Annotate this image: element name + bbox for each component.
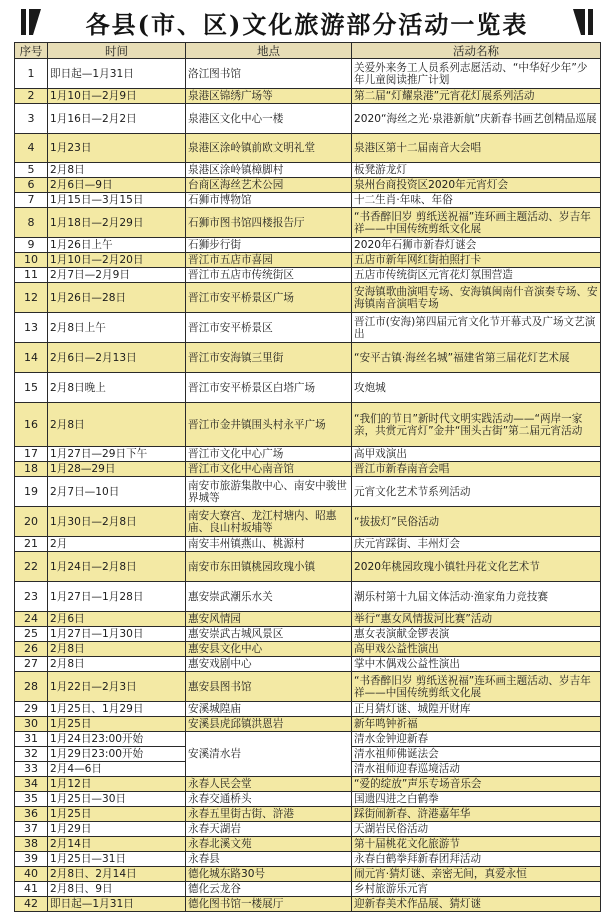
row-time: 1月10日—2月9日 <box>48 89 186 104</box>
row-place: 泉港区文化中心一楼 <box>186 104 352 134</box>
row-place: 晋江市五店市喜园 <box>186 253 352 268</box>
row-number: 1 <box>15 59 48 89</box>
row-number: 4 <box>15 134 48 163</box>
table-row <box>15 822 601 837</box>
row-number: 40 <box>15 867 48 882</box>
row-activity: 板凳游龙灯 <box>352 163 601 178</box>
table-row <box>15 807 601 822</box>
row-number: 29 <box>15 702 48 717</box>
table-row <box>15 193 601 208</box>
table-row <box>15 238 601 253</box>
table-row <box>15 507 601 537</box>
row-number: 26 <box>15 642 48 657</box>
row-time: 2月8日 <box>48 163 186 178</box>
row-time: 2月6日—2月13日 <box>48 343 186 373</box>
row-place: 晋江市金井镇围头村永平广场 <box>186 403 352 447</box>
row-time: 2月7日—10日 <box>48 477 186 507</box>
row-number: 11 <box>15 268 48 283</box>
row-number: 10 <box>15 253 48 268</box>
row-time: 2月 <box>48 537 186 552</box>
row-time: 1月28—29日 <box>48 462 186 477</box>
row-place: 台商区海丝艺术公园 <box>186 178 352 193</box>
row-place: 洛江图书馆 <box>186 59 352 89</box>
row-activity: 高甲戏演出 <box>352 447 601 462</box>
row-activity: 国遗四进之白鹤拳 <box>352 792 601 807</box>
row-number: 37 <box>15 822 48 837</box>
table-row <box>15 59 601 89</box>
row-number: 24 <box>15 612 48 627</box>
row-time: 即日起—1月31日 <box>48 59 186 89</box>
row-activity: 掌中木偶戏公益性演出 <box>352 657 601 672</box>
row-number: 36 <box>15 807 48 822</box>
row-number: 25 <box>15 627 48 642</box>
table-row <box>15 852 601 867</box>
row-time: 2月14日 <box>48 837 186 852</box>
row-place: 石狮步行街 <box>186 238 352 253</box>
row-number: 20 <box>15 507 48 537</box>
table-row <box>15 373 601 403</box>
row-activity: 踩街闹新春、浒港嘉年华 <box>352 807 601 822</box>
table-row <box>15 178 601 193</box>
row-time: 1月27日—1月28日 <box>48 582 186 612</box>
table-row <box>15 268 601 283</box>
row-number: 15 <box>15 373 48 403</box>
row-activity: 第十届桃花文化旅游节 <box>352 837 601 852</box>
row-activity: “爱的绽放”声乐专场音乐会 <box>352 777 601 792</box>
row-time: 1月22日—2月3日 <box>48 672 186 702</box>
row-number: 35 <box>15 792 48 807</box>
row-place: 永春县 <box>186 852 352 867</box>
row-activity: 潮乐村第十九届文体活动·渔家角力竞技赛 <box>352 582 601 612</box>
row-number: 34 <box>15 777 48 792</box>
row-activity: 迎新春美术作品展、猜灯谜 <box>352 897 601 912</box>
row-activity: 晋江市(安海)第四届元宵文化节开幕式及广场文艺演出 <box>352 313 601 343</box>
row-place: 泉港区涂岭镇前欧文明礼堂 <box>186 134 352 163</box>
row-place: 惠安崇武潮乐水关 <box>186 582 352 612</box>
row-place: 安溪城隍庙 <box>186 702 352 717</box>
table-header-row <box>15 43 601 59</box>
row-place: 永春五里街古街、浒港 <box>186 807 352 822</box>
row-time: 1月29日 <box>48 822 186 837</box>
row-number: 7 <box>15 193 48 208</box>
row-number: 31 <box>15 732 48 747</box>
table-row <box>15 208 601 238</box>
row-activity: 晋江市新春南音会唱 <box>352 462 601 477</box>
row-time: 1月10日—2月20日 <box>48 253 186 268</box>
row-time: 2月8日、9日 <box>48 882 186 897</box>
table-row <box>15 403 601 447</box>
table-row <box>15 104 601 134</box>
title-bracket-right-icon <box>572 8 594 36</box>
row-time: 即日起—1月31日 <box>48 897 186 912</box>
row-place: 晋江市安海镇三里街 <box>186 343 352 373</box>
header-place: 地点 <box>186 43 352 59</box>
row-time: 1月24日23:00开始 <box>48 732 186 747</box>
row-activity: 正月猜灯谜、城隍开财库 <box>352 702 601 717</box>
table-row <box>15 582 601 612</box>
table-row <box>15 657 601 672</box>
table-row <box>15 777 601 792</box>
row-time: 1月30日—2月8日 <box>48 507 186 537</box>
page-title: 各县(市、区)文化旅游部分活动一览表 <box>85 9 529 39</box>
row-time: 2月8日上午 <box>48 313 186 343</box>
row-place: 永春交通桥头 <box>186 792 352 807</box>
row-place: 晋江市安平桥景区广场 <box>186 283 352 313</box>
row-activity: 安海镇歌曲演唱专场、安海镇闽南什音演奏专场、安海镇南音演唱专场 <box>352 283 601 313</box>
row-activity: “安平古镇·海丝名城”福建省第三届花灯艺术展 <box>352 343 601 373</box>
row-activity: 泉港区第十二届南音大会唱 <box>352 134 601 163</box>
row-place: 泉港区锦绣广场等 <box>186 89 352 104</box>
table-row <box>15 163 601 178</box>
row-activity: 天湖岩民俗活动 <box>352 822 601 837</box>
row-time: 2月8日 <box>48 642 186 657</box>
header-no: 序号 <box>15 43 48 59</box>
table-row <box>15 837 601 852</box>
row-number: 17 <box>15 447 48 462</box>
row-time: 2月6日—9日 <box>48 178 186 193</box>
row-time: 1月23日 <box>48 134 186 163</box>
row-activity: 五店市传统街区元宵花灯氛围营造 <box>352 268 601 283</box>
row-place: 南安丰州镇燕山、桃源村 <box>186 537 352 552</box>
row-place: 德化云龙谷 <box>186 882 352 897</box>
row-number: 19 <box>15 477 48 507</box>
row-activity: 永春白鹤拳拜新春团拜活动 <box>352 852 601 867</box>
row-time: 2月7日—2月9日 <box>48 268 186 283</box>
row-time: 1月15日—3月15日 <box>48 193 186 208</box>
table-row <box>15 867 601 882</box>
row-time: 1月16日—2月2日 <box>48 104 186 134</box>
table-row <box>15 627 601 642</box>
row-number: 5 <box>15 163 48 178</box>
table-row <box>15 642 601 657</box>
table-body <box>15 59 601 912</box>
row-place: 南安市旅游集散中心、南安中骏世界城等 <box>186 477 352 507</box>
row-activity: 关爱外来务工人员系列志愿活动、“中华好少年”少年儿童阅读推广计划 <box>352 59 601 89</box>
row-activity: 惠女表演献金锣表演 <box>352 627 601 642</box>
row-activity: 2020“海丝之光·泉港新航”庆新春书画艺创精品巡展 <box>352 104 601 134</box>
table-row <box>15 283 601 313</box>
row-number: 13 <box>15 313 48 343</box>
row-time: 2月8日 <box>48 403 186 447</box>
row-place: 石狮市博物馆 <box>186 193 352 208</box>
row-number: 30 <box>15 717 48 732</box>
row-number: 16 <box>15 403 48 447</box>
row-place: 惠安县图书馆 <box>186 672 352 702</box>
row-time: 1月26日—28日 <box>48 283 186 313</box>
row-number: 12 <box>15 283 48 313</box>
row-activity: 第二届“灯耀泉港”元宵花灯展系列活动 <box>352 89 601 104</box>
table-row <box>15 134 601 163</box>
row-place: 安溪清水岩 <box>186 732 352 777</box>
row-place: 德化图书馆一楼展厅 <box>186 897 352 912</box>
row-time: 1月24日—2月8日 <box>48 552 186 582</box>
row-place: 惠安戏剧中心 <box>186 657 352 672</box>
title-bar <box>14 2 600 42</box>
row-time: 2月8日晚上 <box>48 373 186 403</box>
row-activity: 攻炮城 <box>352 373 601 403</box>
row-time: 1月26日上午 <box>48 238 186 253</box>
row-time: 2月4—6日 <box>48 762 186 777</box>
row-place: 石狮市图书馆四楼报告厅 <box>186 208 352 238</box>
table-row <box>15 477 601 507</box>
table-row <box>15 313 601 343</box>
row-place: 永春天湖岩 <box>186 822 352 837</box>
row-number: 14 <box>15 343 48 373</box>
row-place: 永春北溪文苑 <box>186 837 352 852</box>
row-number: 39 <box>15 852 48 867</box>
table-row <box>15 462 601 477</box>
row-place: 泉港区涂岭镇樟脚村 <box>186 163 352 178</box>
row-place: 晋江市五店市传统街区 <box>186 268 352 283</box>
row-number: 42 <box>15 897 48 912</box>
row-activity: 高甲戏公益性演出 <box>352 642 601 657</box>
table-row <box>15 552 601 582</box>
row-time: 1月18日—2月29日 <box>48 208 186 238</box>
table-row <box>15 702 601 717</box>
row-place: 晋江市安平桥景区 <box>186 313 352 343</box>
table-row <box>15 89 601 104</box>
row-activity: 举行“惠女风情拔河比赛”活动 <box>352 612 601 627</box>
row-activity: “我们的节日”新时代文明实践活动——“两岸一家亲，共赏元宵灯”金井“围头古街”第二届元宵活动 <box>352 403 601 447</box>
row-time: 2月8日、2月14日 <box>48 867 186 882</box>
row-activity: “书香醉旧岁 剪纸送祝福”连环画主题活动、岁吉年祥——中国传统剪纸文化展 <box>352 208 601 238</box>
row-activity: 五店市新年网红街拍照打卡 <box>352 253 601 268</box>
title-bracket-left-icon <box>20 8 42 36</box>
header-name: 活动名称 <box>352 43 601 59</box>
row-time: 2月8日 <box>48 657 186 672</box>
row-activity: 十二生肖·年味、年俗 <box>352 193 601 208</box>
row-place: 惠安崇武古城风景区 <box>186 627 352 642</box>
row-place: 安溪县虎邱镇洪恩岩 <box>186 717 352 732</box>
row-activity: 泉州台商投资区2020年元宵灯会 <box>352 178 601 193</box>
row-number: 41 <box>15 882 48 897</box>
row-place: 晋江市安平桥景区白塔广场 <box>186 373 352 403</box>
row-place: 永春人民会堂 <box>186 777 352 792</box>
row-place: 德化城东路30号 <box>186 867 352 882</box>
row-place: 惠安县文化中心 <box>186 642 352 657</box>
table-row <box>15 253 601 268</box>
row-time: 1月25日 <box>48 807 186 822</box>
row-number: 8 <box>15 208 48 238</box>
row-number: 18 <box>15 462 48 477</box>
row-activity: 清水祖师迎春巡境活动 <box>352 762 601 777</box>
table-row <box>15 343 601 373</box>
row-activity: “书香醉旧岁 剪纸送祝福”连环画主题活动、岁吉年祥——中国传统剪纸文化展 <box>352 672 601 702</box>
table-row <box>15 717 601 732</box>
row-place: 南安市东田镇桃园玫瑰小镇 <box>186 552 352 582</box>
row-time: 1月12日 <box>48 777 186 792</box>
row-number: 22 <box>15 552 48 582</box>
row-place: 晋江市文化中心广场 <box>186 447 352 462</box>
row-activity: 乡村旅游乐元宵 <box>352 882 601 897</box>
table-row <box>15 882 601 897</box>
row-time: 1月25日、1月29日 <box>48 702 186 717</box>
row-activity: 元宵文化艺术节系列活动 <box>352 477 601 507</box>
table-row <box>15 792 601 807</box>
row-activity: 2020年桃园玫瑰小镇牡丹花文化艺术节 <box>352 552 601 582</box>
row-time: 1月25日—30日 <box>48 792 186 807</box>
table-row <box>15 447 601 462</box>
row-place: 惠安风情园 <box>186 612 352 627</box>
row-number: 32 <box>15 747 48 762</box>
row-number: 28 <box>15 672 48 702</box>
row-activity: 2020年石狮市新春灯谜会 <box>352 238 601 253</box>
row-time: 1月27日—29日下午 <box>48 447 186 462</box>
row-time: 1月29日23:00开始 <box>48 747 186 762</box>
table-row <box>15 537 601 552</box>
row-activity: 清水祖师佛诞法会 <box>352 747 601 762</box>
activity-table <box>14 42 601 912</box>
table-row <box>15 672 601 702</box>
row-activity: 闹元宵·猜灯谜、亲密无间，真爱永恒 <box>352 867 601 882</box>
row-number: 38 <box>15 837 48 852</box>
table-row <box>15 612 601 627</box>
row-number: 6 <box>15 178 48 193</box>
row-time: 1月25日—31日 <box>48 852 186 867</box>
header-time: 时间 <box>48 43 186 59</box>
row-number: 23 <box>15 582 48 612</box>
row-time: 1月25日 <box>48 717 186 732</box>
row-number: 2 <box>15 89 48 104</box>
row-number: 33 <box>15 762 48 777</box>
table-row <box>15 897 601 912</box>
row-time: 1月27日—1月30日 <box>48 627 186 642</box>
row-activity: “拔拔灯”民俗活动 <box>352 507 601 537</box>
row-activity: 新年鸣钟祈福 <box>352 717 601 732</box>
row-place: 晋江市文化中心南音馆 <box>186 462 352 477</box>
table-row <box>15 732 601 747</box>
row-place: 南安大寮宫、龙江村塘内、昭惠庙、良山村坂埔等 <box>186 507 352 537</box>
row-number: 21 <box>15 537 48 552</box>
row-number: 3 <box>15 104 48 134</box>
row-activity: 清水金钟迎新春 <box>352 732 601 747</box>
row-time: 2月6日 <box>48 612 186 627</box>
row-number: 9 <box>15 238 48 253</box>
row-number: 27 <box>15 657 48 672</box>
row-activity: 庆元宵踩街、丰州灯会 <box>352 537 601 552</box>
